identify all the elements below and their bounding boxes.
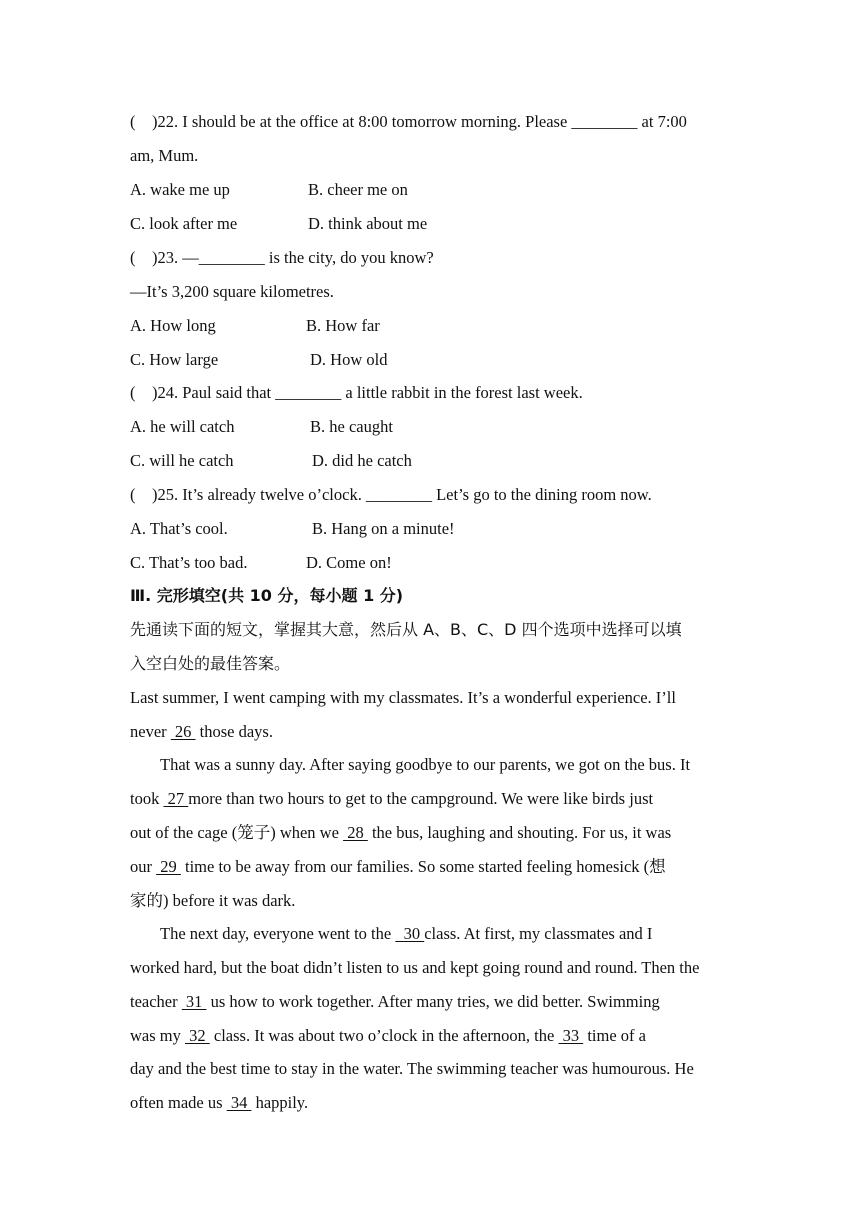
passage-p3-line-4 <box>130 1026 646 1046</box>
text: often made us <box>130 1093 227 1112</box>
text: The next day, everyone went to the <box>160 924 396 943</box>
text: never <box>130 722 171 741</box>
text: class. It was about two o’clock in the afternoon, the <box>209 1026 559 1045</box>
blank-29: 29 <box>156 857 181 876</box>
blank-34: 34 <box>226 1093 252 1112</box>
passage-p2-line-4 <box>130 857 666 877</box>
question-23-option-c: C. How large <box>130 350 219 369</box>
passage-p1-line-2 <box>130 722 273 742</box>
blank-30: 30 <box>395 924 425 943</box>
text: teacher <box>130 992 182 1011</box>
blank-31: 31 <box>181 992 207 1011</box>
question-23-option-d: D. How old <box>310 350 388 369</box>
question-22-stem-cont: am, Mum. <box>130 146 199 165</box>
question-22-stem: ( )22. I should be at the office at 8:00 tomorrow morning. Please ________ at 7:00 <box>130 112 687 131</box>
passage-p3-line-3 <box>130 992 660 1012</box>
question-25-option-b: B. Hang on a minute! <box>312 519 455 538</box>
passage-p3-line-2: worked hard, but the boat didn’t listen to us and kept going round and round. Then the <box>130 958 700 977</box>
blank-32: 32 <box>185 1026 210 1045</box>
section-instruction-line-2: 入空白处的最佳答案。 <box>130 654 291 673</box>
question-23-option-a: A. How long <box>130 316 216 335</box>
section-heading: Ⅲ. 完形填空(共 10 分，每小题 1 分) <box>130 586 404 605</box>
passage-p2-line-5: 家的) before it was dark. <box>130 891 296 910</box>
section-instruction-line-1: 先通读下面的短文，掌握其大意，然后从 A、B、C、D 四个选项中选择可以填 <box>130 620 682 639</box>
text: time to be away from our families. So some started feeling homesick (想 <box>180 857 666 876</box>
text: class. At first, my classmates and I <box>424 924 653 943</box>
passage-p2-line-3 <box>130 823 671 843</box>
text: out of the cage (笼子) when we <box>130 823 344 842</box>
blank-33: 33 <box>558 1026 584 1045</box>
question-22-option-b: B. cheer me on <box>308 180 408 199</box>
text: happily. <box>251 1093 309 1112</box>
question-22-option-d: D. think about me <box>308 214 428 233</box>
passage-p1-line-1: Last summer, I went camping with my classmates. It’s a wonderful experience. I’ll <box>130 688 676 707</box>
passage-p3-line-5: day and the best time to stay in the water. The swimming teacher was humourous. He <box>130 1059 694 1078</box>
question-22-option-c: C. look after me <box>130 214 238 233</box>
passage-p2-line-2 <box>130 789 653 809</box>
blank-28: 28 <box>343 823 368 842</box>
question-24-option-c: C. will he catch <box>130 451 234 470</box>
question-25-option-d: D. Come on! <box>306 553 392 572</box>
question-23-stem: ( )23. —________ is the city, do you know? <box>130 248 434 267</box>
passage-p3-line-6 <box>130 1093 308 1113</box>
text: our <box>130 857 157 876</box>
passage-p3-line-1 <box>160 924 652 944</box>
question-25-stem: ( )25. It’s already twelve o’clock. ________ Let’s go to the dining room now. <box>130 485 652 504</box>
question-23-answer-line: —It’s 3,200 square kilometres. <box>130 282 334 301</box>
text: took <box>130 789 164 808</box>
text: those days. <box>195 722 273 741</box>
text: time of a <box>583 1026 646 1045</box>
blank-27: 27 <box>163 789 189 808</box>
question-24-stem: ( )24. Paul said that ________ a little rabbit in the forest last week. <box>130 383 583 402</box>
question-25-option-c: C. That’s too bad. <box>130 553 248 572</box>
question-25-option-a: A. That’s cool. <box>130 519 228 538</box>
text: more than two hours to get to the campground. We were like birds just <box>188 789 654 808</box>
passage-p2-line-1: That was a sunny day. After saying goodbye to our parents, we got on the bus. It <box>160 755 691 774</box>
question-22-option-a: A. wake me up <box>130 180 230 199</box>
question-24-option-b: B. he caught <box>310 417 393 436</box>
question-24-option-d: D. did he catch <box>312 451 412 470</box>
text: was my <box>130 1026 185 1045</box>
text: us how to work together. After many tries, we did better. Swimming <box>206 992 660 1011</box>
question-24-option-a: A. he will catch <box>130 417 235 436</box>
blank-26: 26 <box>170 722 196 741</box>
text: the bus, laughing and shouting. For us, it was <box>367 823 672 842</box>
question-23-option-b: B. How far <box>306 316 380 335</box>
